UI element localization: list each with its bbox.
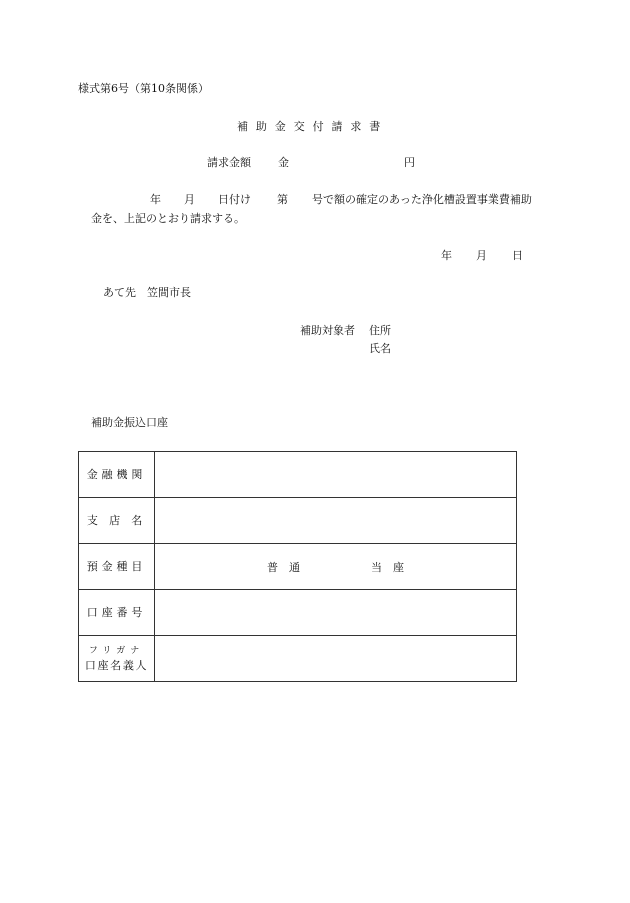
table-row <box>79 636 517 682</box>
form-number: 様式第6号（第10条関係） <box>78 82 209 95</box>
date-year: 年 <box>441 249 452 262</box>
name-label: 氏名 <box>369 342 391 355</box>
body-month: 月 <box>184 193 195 206</box>
account-holder-label: 口座名義人 <box>84 658 149 672</box>
table-row <box>79 498 517 544</box>
table-row <box>79 452 517 498</box>
amount-unit: 円 <box>404 156 415 169</box>
deposit-type-ordinary[interactable]: 普 通 <box>267 560 300 574</box>
body-number-prefix: 第 <box>277 193 288 206</box>
account-holder-field[interactable] <box>155 636 517 682</box>
account-number-label: 口座番号 <box>79 590 155 636</box>
body-text-line2: 金を、上記のとおり請求する。 <box>91 212 245 225</box>
body-date-suffix: 日付け <box>218 193 251 206</box>
address-label: 住所 <box>369 324 391 337</box>
bank-account-table <box>78 451 517 682</box>
table-row <box>79 544 517 590</box>
form-title: 補 助 金 交 付 請 求 書 <box>237 120 383 133</box>
date-day: 日 <box>512 249 523 262</box>
applicant-role: 補助対象者 <box>300 324 355 337</box>
account-holder-label-cell <box>79 636 155 682</box>
body-year: 年 <box>150 193 161 206</box>
table-row <box>79 590 517 636</box>
account-number-field[interactable] <box>155 590 517 636</box>
deposit-type-current[interactable]: 当 座 <box>371 560 404 574</box>
deposit-type-cell <box>155 544 517 590</box>
branch-name-label: 支 店 名 <box>79 498 155 544</box>
branch-name-field[interactable] <box>155 498 517 544</box>
financial-institution-label: 金融機関 <box>79 452 155 498</box>
deposit-type-label: 預金種目 <box>79 544 155 590</box>
account-holder-kana-label: フリガナ <box>88 645 145 656</box>
body-text-line1: 号で額の確定のあった浄化槽設置事業費補助 <box>312 193 532 206</box>
amount-label: 請求金額 <box>207 156 251 169</box>
addressee: あて先 笠間市長 <box>103 286 191 299</box>
financial-institution-field[interactable] <box>155 452 517 498</box>
bank-section-title: 補助金振込口座 <box>91 416 168 429</box>
amount-prefix: 金 <box>278 156 289 169</box>
date-month: 月 <box>476 249 487 262</box>
